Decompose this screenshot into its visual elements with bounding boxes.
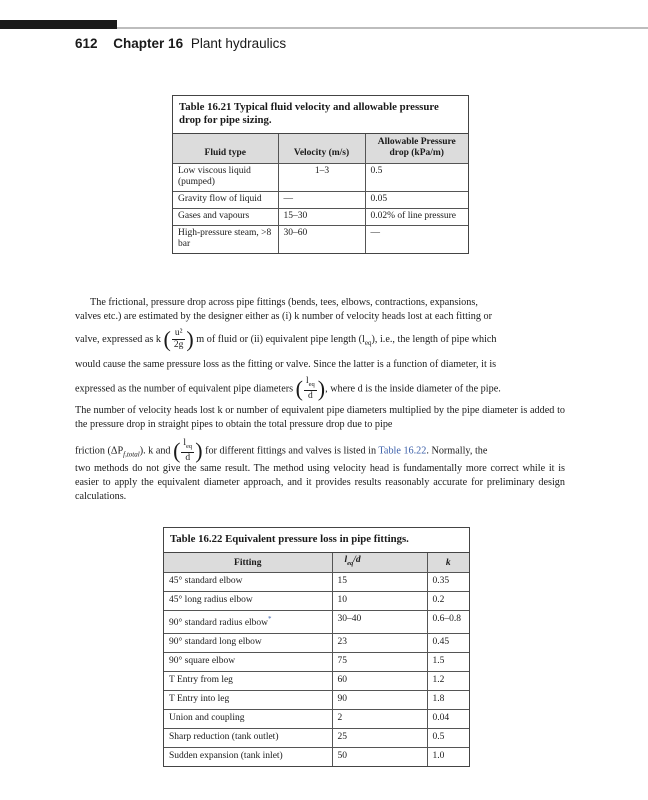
body-text: friction (ΔP [75,445,124,457]
table-cell: 30–40 [332,610,427,633]
table-cell: 0.5 [365,164,468,192]
column-header: Fitting [164,553,332,572]
fraction-diameter-ratio [304,376,317,402]
table-cell: 45° long radius elbow [164,591,332,610]
table-row [164,691,469,710]
table-cell: 0.45 [427,634,469,653]
table-row [164,591,469,610]
table-cell: 90° standard long elbow [164,634,332,653]
table-row [164,710,469,729]
table-cell: 0.2 [427,591,469,610]
body-text: , where d is the inside diameter of the pipe. [325,383,501,395]
fraction-numerator: $l_{eq}$ [181,438,194,453]
body-text: ). k and [139,445,171,457]
body-text-line: friction $(\Delta P_{f,total})$. k and ( $\frac{l_{eq}}{d}$ ) for different fittings and valves is listed in Table 16.22. Normally, the [75,437,488,463]
table-cell: Gases and vapours [173,209,278,226]
table-cell: 1.8 [427,691,469,710]
table-reference-link[interactable]: Table 16.22 [378,445,427,457]
table-row [173,226,468,254]
table-cell: — [365,226,468,254]
table-cell: 25 [332,729,427,748]
body-text-line: would cause the same pressure loss as the fitting or valve. Since the latter is a function of diameter, it is [75,359,497,370]
table-cell: Sudden expansion (tank inlet) [164,748,332,767]
table-row [164,729,469,748]
table-cell: T Entry from leg [164,672,332,691]
table-cell: 90° standard radius elbow* [164,610,332,633]
table-cell: Sharp reduction (tank outlet) [164,729,332,748]
body-text-line: expressed as the number of equivalent pipe diameters ( $\frac{l_{eq}}{d}$ ), where d is the inside diameter of the pipe. [75,375,501,401]
body-text: valve, expressed as k [75,333,161,345]
table-cell: Low viscous liquid (pumped) [173,164,278,192]
table-row [164,672,469,691]
body-text-line: The frictional, pressure drop across pipe fittings (bends, tees, elbows, contractions, expansions, [90,297,478,308]
table-row [164,572,469,591]
table-16-22 [163,527,470,767]
page-number: 612 [75,36,98,51]
subscript: eq [364,338,372,347]
table-cell: Gravity flow of liquid [173,192,278,209]
table-row [173,209,468,226]
column-header: $l_{eq}/d$ [332,553,427,572]
chapter-label: Chapter 16 [113,36,184,51]
table-cell: 0.35 [427,572,469,591]
fraction-denominator: d [308,390,313,401]
header-rule [117,27,648,29]
body-text: expressed as the number of equivalent pipe diameters [75,383,294,395]
table-cell: — [278,192,365,209]
fraction-denominator: 2g [173,340,184,350]
table-cell: 0.6–0.8 [427,610,469,633]
table-cell: 1.2 [427,672,469,691]
table-cell: 1.0 [427,748,469,767]
chapter-title: Plant hydraulics [190,36,287,51]
fraction-numerator: u² [172,328,186,340]
table-cell: High-pressure steam, >8 bar [173,226,278,254]
header-bar [0,20,117,29]
table-cell: 15–30 [278,209,365,226]
table-cell: 90° square elbow [164,653,332,672]
fraction-diameter-ratio [181,438,194,464]
table-cell: 1–3 [278,164,365,192]
table-cell: 23 [332,634,427,653]
table-cell: 15 [332,572,427,591]
table-cell: 0.02% of line pressure [365,209,468,226]
table-cell: 2 [332,710,427,729]
column-header: Allowable Pressure drop (kPa/m) [365,134,468,164]
table-cell: 75 [332,653,427,672]
body-text: ), i.e., the length of pipe which [371,333,497,345]
table-cell: T Entry into leg [164,691,332,710]
table-row [164,653,469,672]
body-text: for different fittings and valves is listed in [205,445,377,457]
table-caption: Table 16.22 Equivalent pressure loss in pipe fittings. [164,528,469,553]
table-row [173,164,468,192]
column-header: k [427,553,469,572]
running-header [75,36,286,51]
footnote-marker[interactable]: * [268,614,272,623]
fraction-numerator: $l_{eq}$ [304,376,317,391]
table-cell: 0.5 [427,729,469,748]
body-text-block: The number of velocity heads lost k or number of equivalent pipe diameters multiplied by the pipe diameter is added to the pressure drop in straight pipes to obtain the total pressure drop due to pipe [75,405,565,430]
table-row [164,610,469,633]
table-16-21 [172,95,469,254]
table-cell: 1.5 [427,653,469,672]
table-cell: 10 [332,591,427,610]
subscript: f,total [123,450,140,459]
table-caption: Table 16.21 Typical fluid velocity and allowable pressure drop for pipe sizing. [173,96,468,134]
table-row [173,192,468,209]
body-text-line: valves etc.) are estimated by the designer either as (i) k number of velocity heads lost at each fitting or [75,311,492,322]
body-text-line: valve, expressed as k ( $\frac{\text{u²}}{2g}$ ) m of fluid or (ii) equivalent pipe length $(l_{eq})$, i.e., the length of pipe which [75,326,497,352]
table-cell: 50 [332,748,427,767]
fraction-denominator: d [185,452,191,463]
body-text: . Normally, the [426,445,488,457]
table-cell: 30–60 [278,226,365,254]
table-cell: 60 [332,672,427,691]
table-row [164,748,469,767]
body-text: m of fluid or (ii) equivalent pipe length (l [196,333,365,345]
fraction-velocity-head [172,328,186,351]
body-text-block: two methods do not give the same result. The method using velocity head is fundamentally more correct while it is easier to apply the equivalent diameter approach, and it provides results reasonably accurate for preliminary design calculations. [75,463,565,502]
table-cell: Union and coupling [164,710,332,729]
table-cell: 0.04 [427,710,469,729]
column-header: Velocity (m/s) [278,134,365,164]
table-cell: 45° standard elbow [164,572,332,591]
table-row [164,634,469,653]
table-cell: 90 [332,691,427,710]
column-header: Fluid type [173,134,278,164]
table-cell: 0.05 [365,192,468,209]
